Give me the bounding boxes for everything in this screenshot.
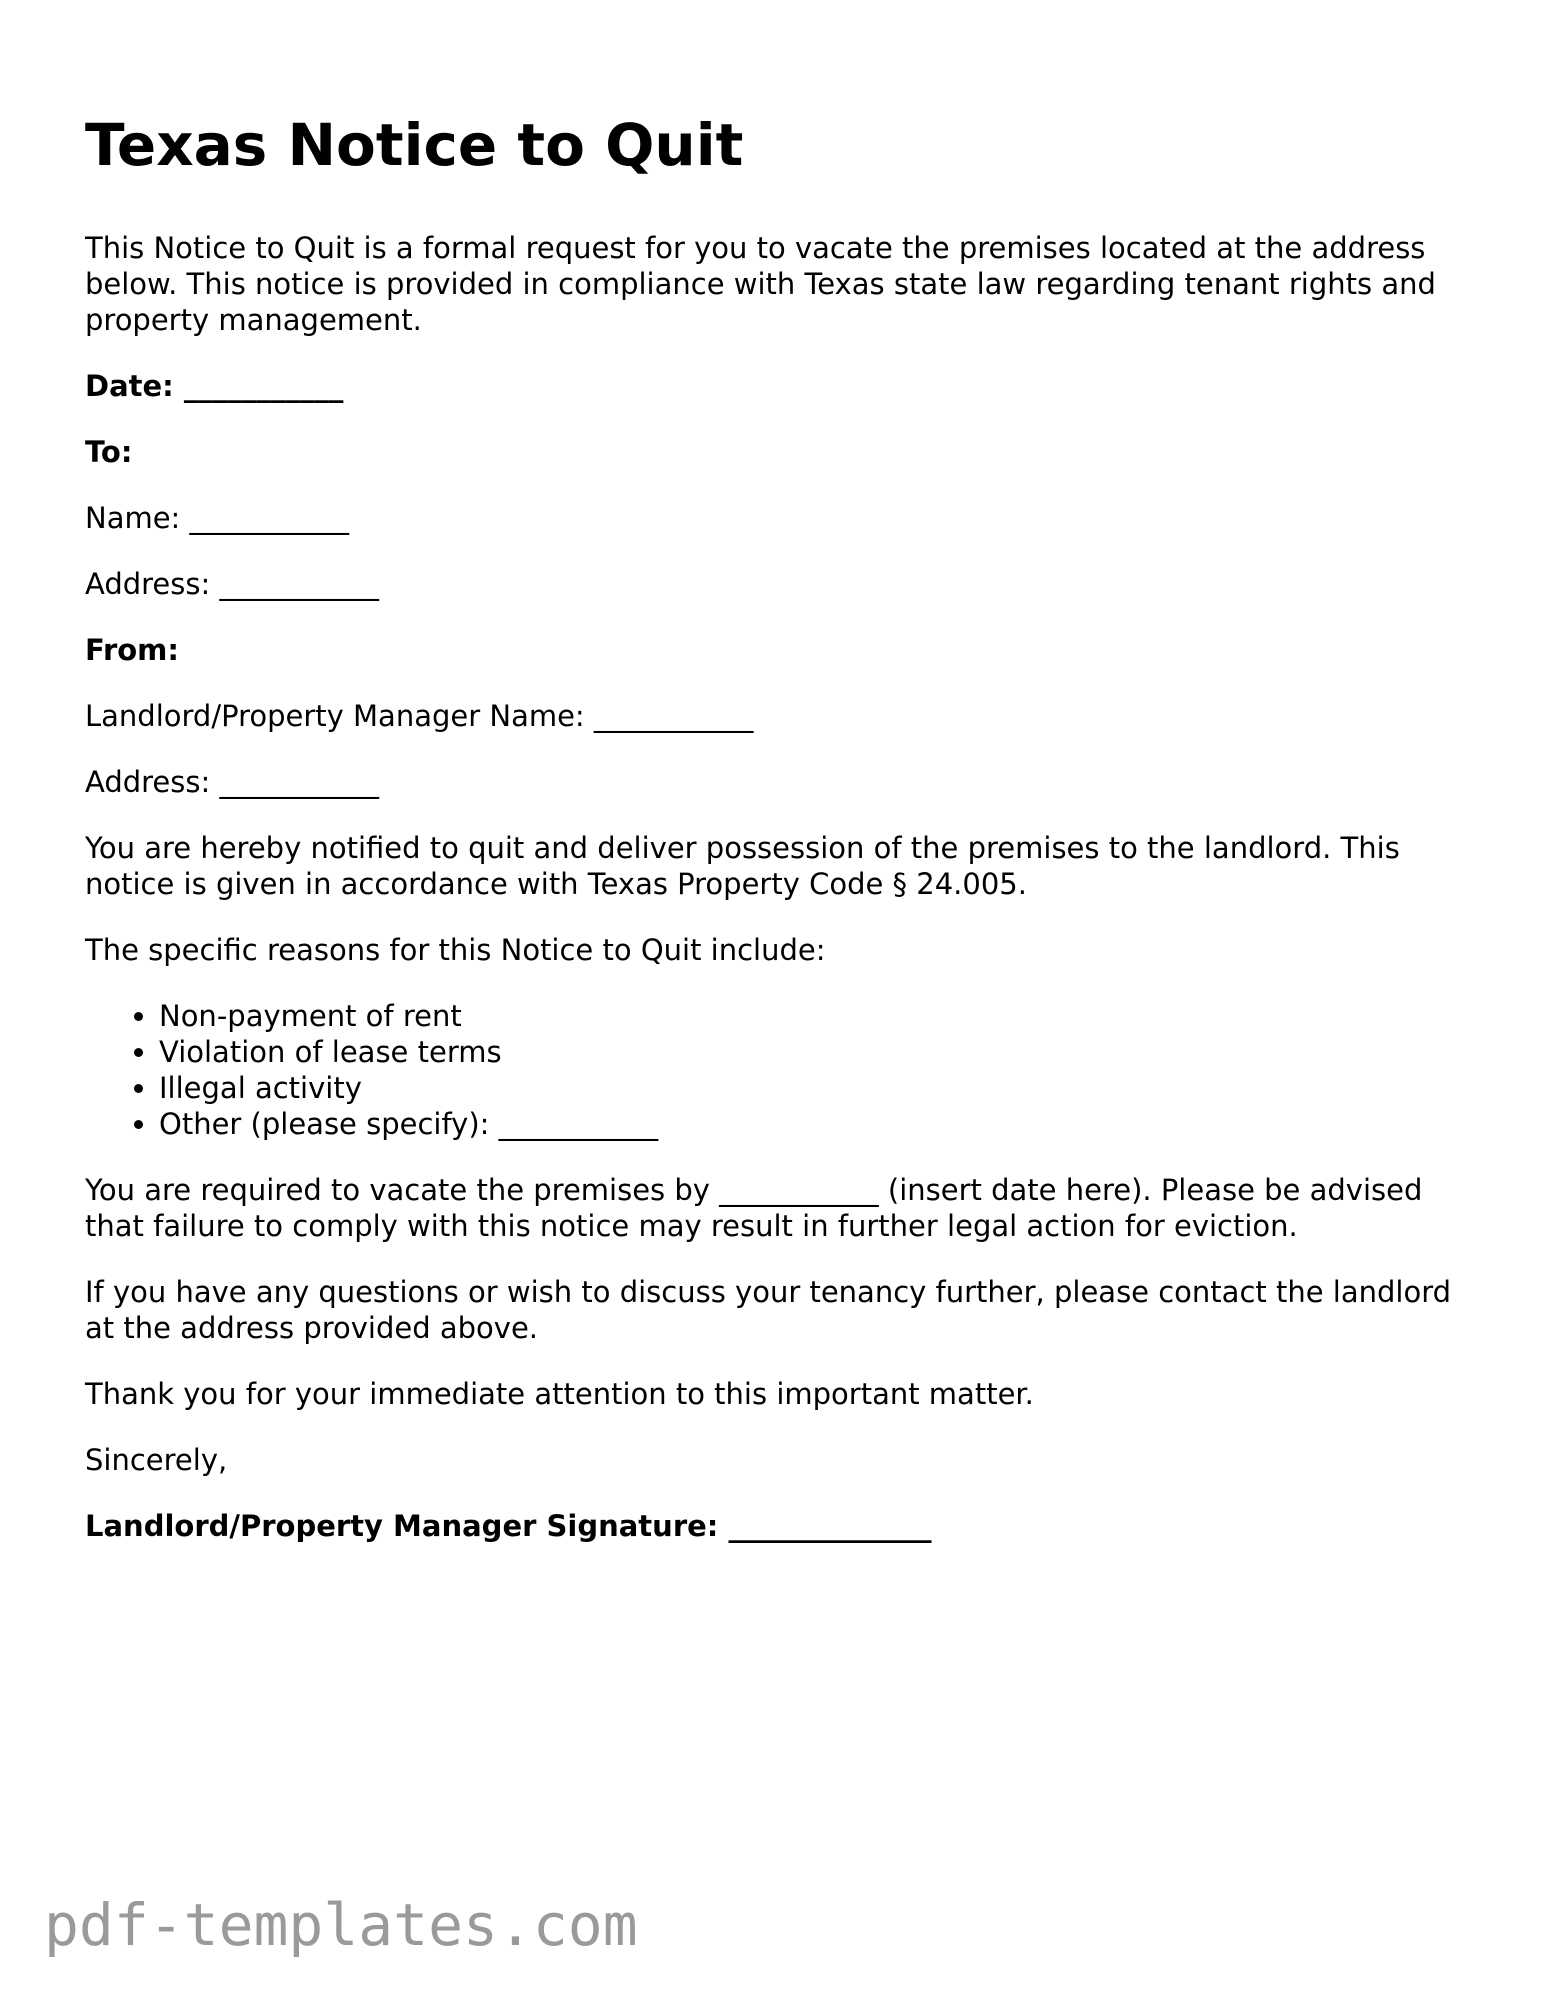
reasons-intro: The specific reasons for this Notice to Quit include:: [85, 933, 826, 967]
landlord-name-field: Landlord/Property Manager Name: ___________: [85, 699, 754, 733]
notice-paragraph: You are hereby notified to quit and deliver possession of the premises to the landlord. This notice is given in accordance with Texas Property Code § 24.005.: [85, 831, 1400, 901]
questions-paragraph: If you have any questions or wish to discuss your tenancy further, please contact the landlord at the address provided above.: [85, 1275, 1452, 1345]
reason-item: • Other (please specify): ___________: [159, 1106, 1465, 1142]
thanks-paragraph: Thank you for your immediate attention to this important matter.: [85, 1377, 1034, 1411]
reason-item: • Violation of lease terms: [159, 1034, 1465, 1070]
signature-field: Landlord/Property Manager Signature: ______________: [85, 1509, 932, 1543]
recipient-name-field: Name: ___________: [85, 501, 350, 535]
notice-document: [85, 108, 1465, 1574]
closing-text: Sincerely,: [85, 1443, 228, 1477]
document-title: Texas Notice to Quit: [85, 111, 744, 179]
intro-paragraph: This Notice to Quit is a formal request for you to vacate the premises located at the address below. This notice is provided in compliance with Texas state law regarding tenant rights and property management.: [85, 231, 1436, 337]
landlord-address-field: Address: ___________: [85, 765, 379, 799]
reasons-list: [85, 998, 1465, 1142]
reason-item: • Illegal activity: [159, 1070, 1465, 1106]
from-heading: From:: [85, 633, 179, 667]
watermark: pdf-templates.com: [44, 1891, 638, 1959]
reason-item: • Non-payment of rent: [159, 998, 1465, 1034]
to-heading: To:: [85, 435, 133, 469]
recipient-address-field: Address: ___________: [85, 567, 379, 601]
vacate-paragraph: You are required to vacate the premises by ___________ (insert date here). Please be advised that failure to comply with this notice may result in further legal action for eviction.: [85, 1173, 1423, 1243]
date-field: Date: ___________: [85, 369, 344, 403]
